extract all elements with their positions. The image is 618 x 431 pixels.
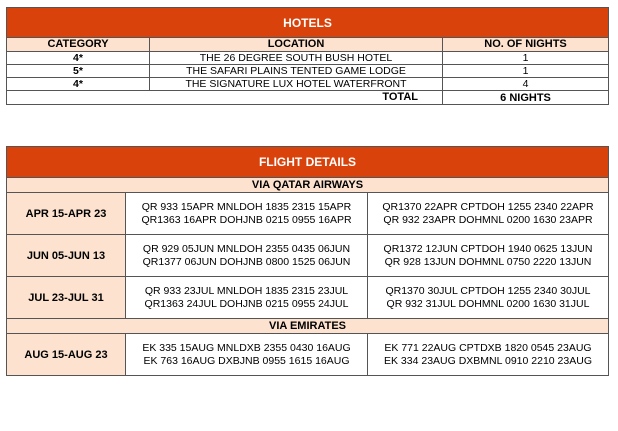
outbound-flights — [126, 235, 368, 277]
total-label: TOTAL — [7, 91, 443, 105]
hotels-title: HOTELS — [7, 8, 609, 38]
flight-details-table — [6, 146, 609, 376]
travel-dates: AUG 15-AUG 23 — [7, 334, 126, 376]
total-row — [7, 91, 609, 105]
hotel-nights: 1 — [443, 52, 609, 65]
return-flights — [368, 334, 609, 376]
hotel-category: 4* — [7, 52, 150, 65]
hotel-nights: 4 — [443, 78, 609, 91]
flight-row — [7, 235, 609, 277]
travel-dates: JUL 23-JUL 31 — [7, 277, 126, 319]
flight-leg: QR 929 05JUN MNLDOH 2355 0435 06JUN — [142, 242, 351, 255]
flight-leg: QR 933 15APR MNLDOH 1835 2315 15APR — [141, 200, 352, 213]
outbound-flights — [126, 334, 368, 376]
flight-leg: EK 763 16AUG DXBJNB 0955 1615 16AUG — [143, 354, 350, 367]
return-flights — [368, 277, 609, 319]
outbound-flights — [126, 193, 368, 235]
hotel-location: THE SIGNATURE LUX HOTEL WATERFRONT — [150, 78, 443, 91]
return-flights — [368, 193, 609, 235]
flight-leg: QR1370 22APR CPTDOH 1255 2340 22APR — [382, 200, 594, 213]
total-nights-value: 6 NIGHTS — [443, 91, 609, 105]
return-flights — [368, 235, 609, 277]
flight-leg: QR 928 13JUN DOHMNL 0750 2220 13JUN — [384, 255, 592, 268]
flight-row — [7, 193, 609, 235]
location-header: LOCATION — [150, 38, 443, 52]
hotels-table — [6, 7, 609, 105]
flight-leg: QR1363 16APR DOHJNB 0215 0955 16APR — [141, 213, 352, 226]
flight-row — [7, 334, 609, 376]
hotel-location: THE SAFARI PLAINS TENTED GAME LODGE — [150, 65, 443, 78]
via-qatar-airways-header: VIA QATAR AIRWAYS — [7, 178, 609, 193]
nights-header: NO. OF NIGHTS — [443, 38, 609, 52]
flight-leg: QR1370 30JUL CPTDOH 1255 2340 30JUL — [385, 284, 591, 297]
hotel-row — [7, 78, 609, 91]
flight-leg: QR1363 24JUL DOHJNB 0215 0955 24JUL — [144, 297, 349, 310]
flight-leg: EK 335 15AUG MNLDXB 2355 0430 16AUG — [142, 341, 351, 354]
flight-leg: QR 932 23APR DOHMNL 0200 1630 23APR — [383, 213, 593, 226]
flight-leg: QR 933 23JUL MNLDOH 1835 2315 23JUL — [144, 284, 349, 297]
hotel-nights: 1 — [443, 65, 609, 78]
via-emirates-header: VIA EMIRATES — [7, 319, 609, 334]
hotel-category: 5* — [7, 65, 150, 78]
travel-dates: APR 15-APR 23 — [7, 193, 126, 235]
outbound-flights — [126, 277, 368, 319]
flight-leg: EK 334 23AUG DXBMNL 0910 2210 23AUG — [384, 354, 592, 367]
flight-leg: QR 932 31JUL DOHMNL 0200 1630 31JUL — [386, 297, 590, 310]
flight-row — [7, 277, 609, 319]
hotel-category: 4* — [7, 78, 150, 91]
category-header: CATEGORY — [7, 38, 150, 52]
flight-leg: QR1372 12JUN CPTDOH 1940 0625 13JUN — [383, 242, 593, 255]
hotel-row — [7, 65, 609, 78]
travel-dates: JUN 05-JUN 13 — [7, 235, 126, 277]
hotel-row — [7, 52, 609, 65]
flight-leg: QR1377 06JUN DOHJNB 0800 1525 06JUN — [142, 255, 351, 268]
flight-details-title: FLIGHT DETAILS — [7, 147, 609, 178]
hotel-location: THE 26 DEGREE SOUTH BUSH HOTEL — [150, 52, 443, 65]
flight-leg: EK 771 22AUG CPTDXB 1820 0545 23AUG — [384, 341, 592, 354]
